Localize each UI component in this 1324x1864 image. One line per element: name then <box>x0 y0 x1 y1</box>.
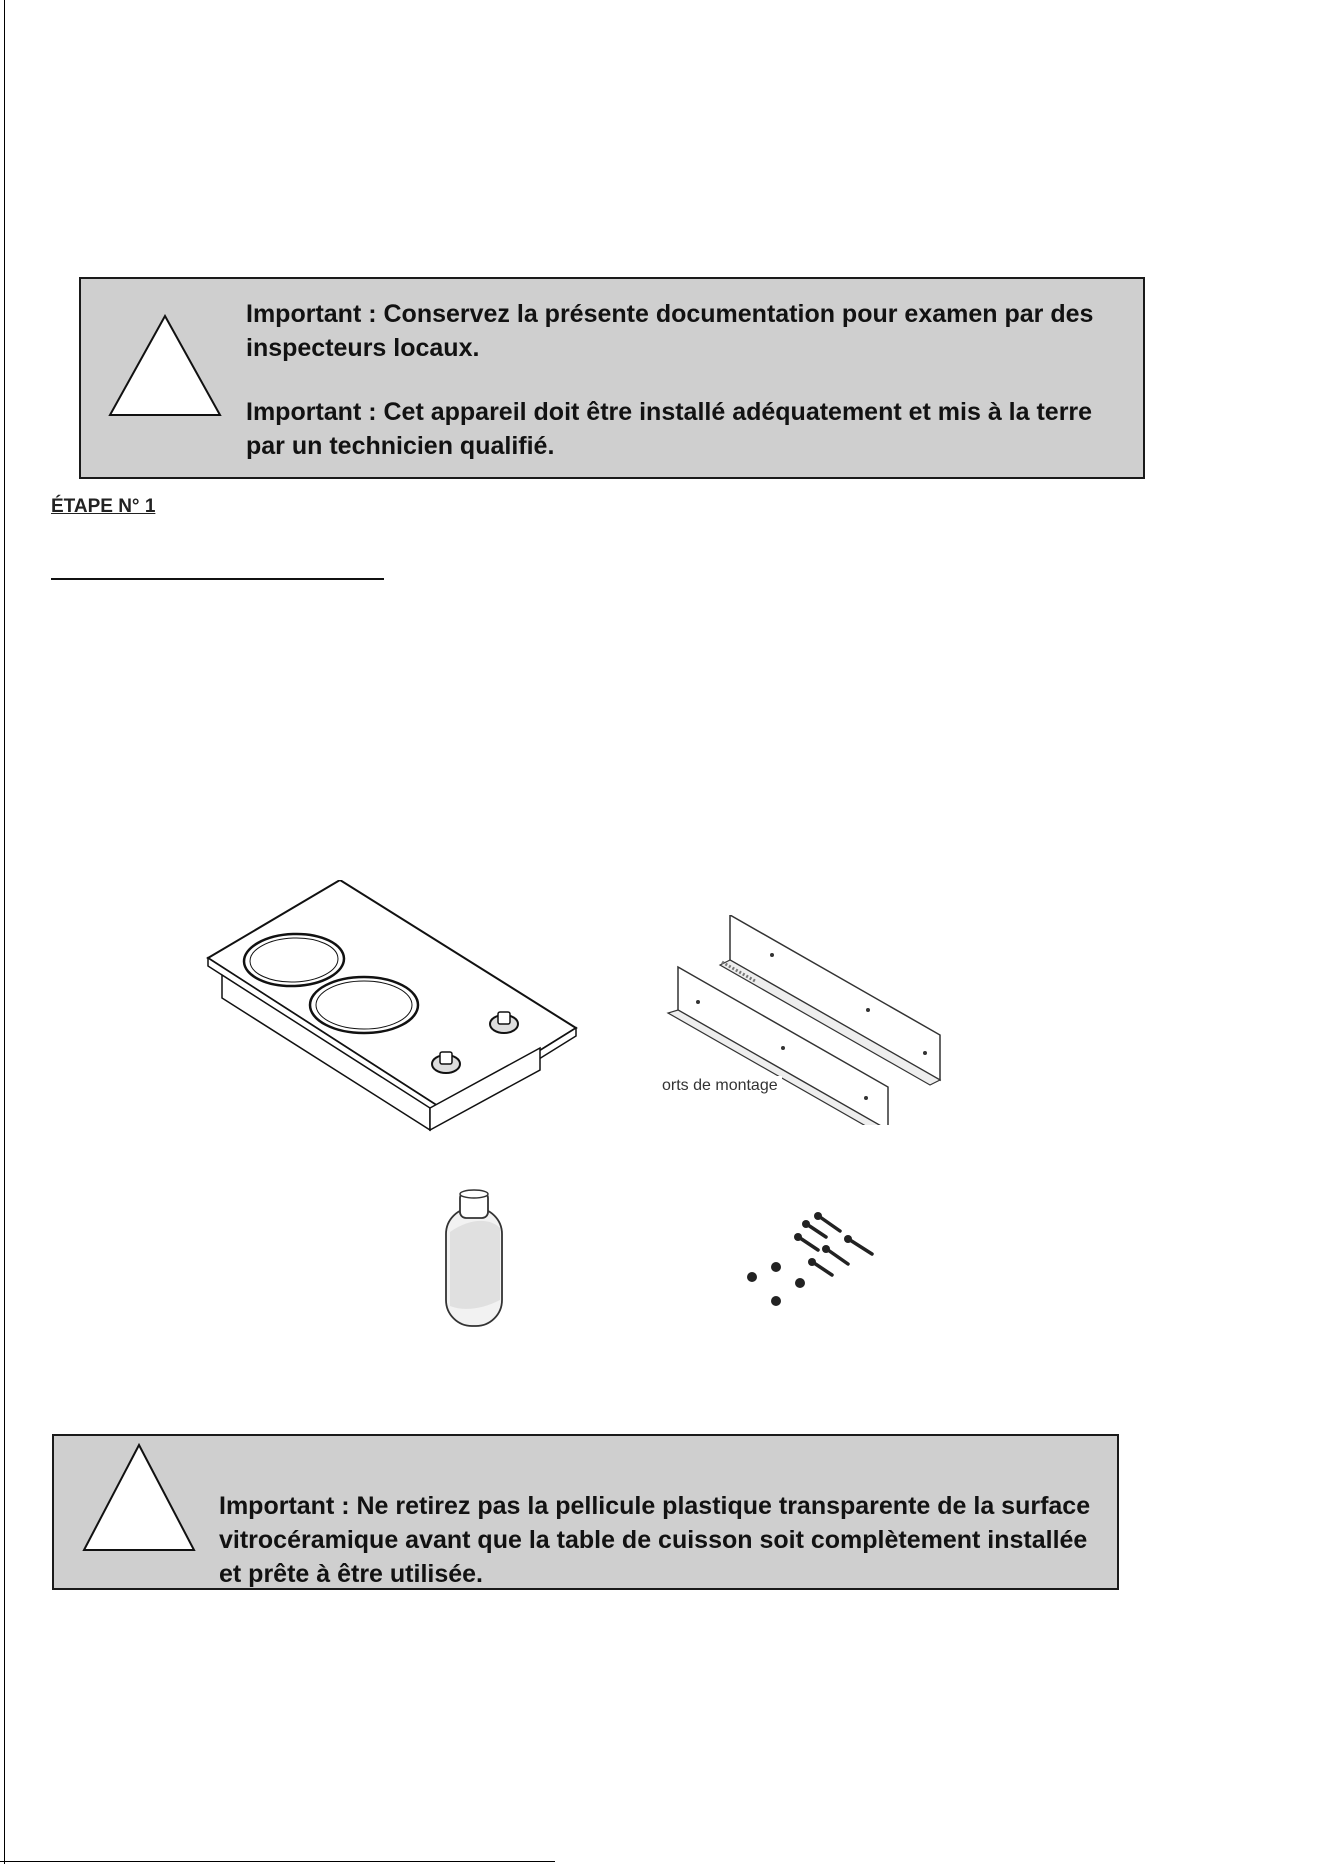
cleaner-bottle-illustration <box>420 1188 540 1338</box>
important-notice-plastic-film <box>52 1434 1119 1590</box>
cooktop-illustration <box>200 880 580 1140</box>
blank-title-rule <box>51 578 384 580</box>
page-bottom-rule <box>0 1861 555 1862</box>
mounting-brackets-caption: orts de montage <box>662 1076 782 1096</box>
notice-paragraph: Important : Ne retirez pas la pellicule plastique transparente de la surface vitrocéramique avant que la table de cuisson soit complètement installée et prête à être utilisée. <box>219 1492 1091 1588</box>
notice-text <box>219 1464 1099 1591</box>
notice-paragraph: Important : Conservez la présente documentation pour examen par des inspecteurs locaux. <box>246 300 1094 362</box>
notice-paragraph: Important : Cet appareil doit être installé adéquatement et mis à la terre par un technicien qualifié. <box>246 398 1093 460</box>
important-notice-documentation <box>79 277 1145 479</box>
screws-hardware-illustration <box>730 1205 930 1335</box>
warning-triangle-icon <box>81 1443 197 1553</box>
notice-text <box>246 297 1136 463</box>
warning-triangle-icon <box>107 314 223 418</box>
page-left-rule <box>4 0 5 1864</box>
step-heading: ÉTAPE N° 1 <box>51 496 156 517</box>
